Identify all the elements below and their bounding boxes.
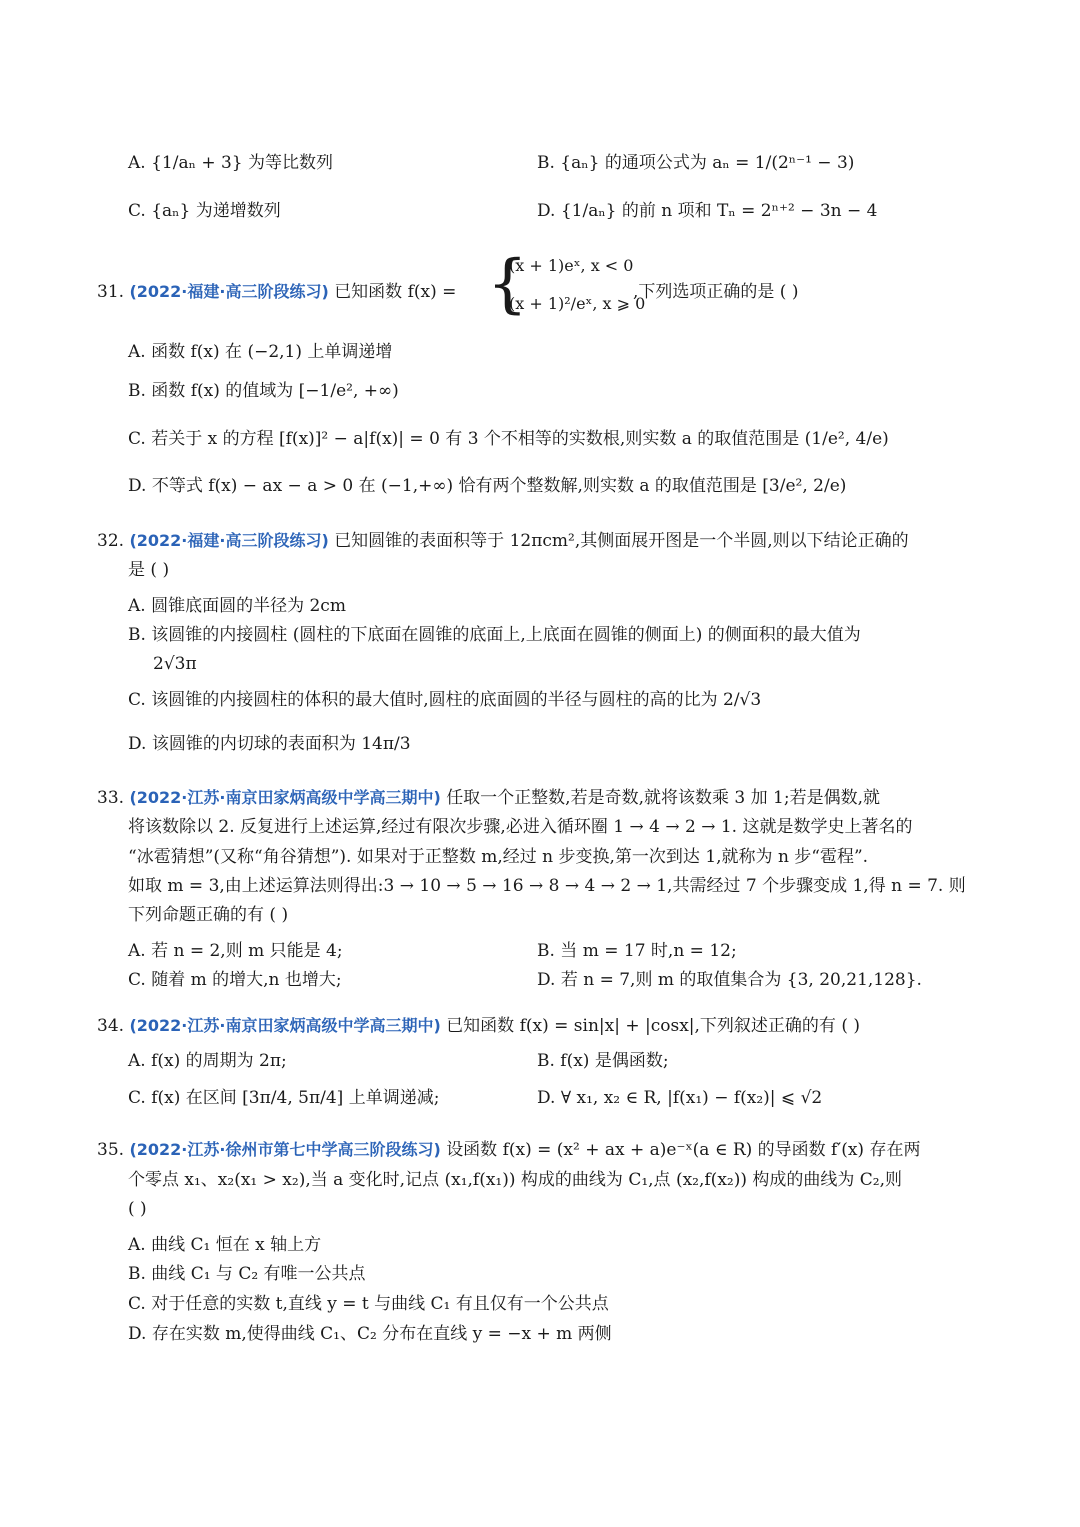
q34-stem: 已知函数 f(x) = sin|x| + |cosx|,下列叙述正确的有 ( ): [446, 1016, 860, 1036]
q32-stem-2: 是 ( ): [128, 560, 170, 580]
q35-stem-2: 个零点 x₁、x₂(x₁ > x₂),当 a 变化时,记点 (x₁,f(x₁)) 构成的曲线为 C₁,点 (x₂,f(x₂)) 构成的曲线为 C₂,则: [128, 1170, 903, 1190]
q35-option-b: B. 曲线 C₁ 与 C₂ 有唯一公共点: [128, 1264, 366, 1284]
q35-header: [97, 1137, 920, 1163]
q31-option-b: B. 函数 f(x) 的值域为 [−1/e², +∞): [128, 381, 399, 401]
q30-option-d: D. {1/aₙ} 的前 n 项和 Tₙ = 2ⁿ⁺² − 3n − 4: [537, 201, 878, 221]
q31-option-d: D. 不等式 f(x) − ax − a > 0 在 (−1,+∞) 恰有两个整数解,则实数 a 的取值范围是 [3/e², 2/e): [128, 476, 847, 496]
q35-option-a: A. 曲线 C₁ 恒在 x 轴上方: [128, 1235, 322, 1255]
q31-case-1: (x + 1)eˣ, x < 0: [509, 256, 634, 275]
q33-option-a: A. 若 n = 2,则 m 只能是 4;: [128, 941, 343, 961]
q32-number: 32.: [97, 531, 125, 551]
q32-option-b-line1: B. 该圆锥的内接圆柱 (圆柱的下底面在圆锥的底面上,上底面在圆锥的侧面上) 的侧面积的最大值为: [128, 625, 861, 645]
q35-stem-3: ( ): [128, 1199, 147, 1219]
q33-source: (2022·江苏·南京田家炳高级中学高三期中): [129, 788, 441, 807]
q31-stem-post: ,下列选项正确的是 ( ): [633, 282, 799, 302]
q34-source: (2022·江苏·南京田家炳高级中学高三期中): [129, 1016, 441, 1035]
q31-brace: {: [487, 247, 528, 321]
q33-stem-4: 如取 m = 3,由上述运算法则得出:3 → 10 → 5 → 16 → 8 → 4 → 2 → 1,共需经过 7 个步骤变成 1,得 n = 7. 则: [128, 876, 966, 896]
q33-option-b: B. 当 m = 17 时,n = 12;: [537, 941, 737, 961]
q30-option-c: C. {aₙ} 为递增数列: [128, 201, 281, 221]
q33-stem-5: 下列命题正确的有 ( ): [128, 905, 289, 925]
q31-stem-pre: 已知函数 f(x) =: [334, 282, 457, 302]
q30-option-a: A. {1/aₙ + 3} 为等比数列: [128, 153, 334, 173]
q34-number: 34.: [97, 1016, 125, 1036]
q32-option-c: C. 该圆锥的内接圆柱的体积的最大值时,圆柱的底面圆的半径与圆柱的高的比为 2/√3: [128, 690, 762, 710]
q31-source: (2022·福建·高三阶段练习): [129, 282, 329, 301]
q31-piecewise: [487, 247, 647, 326]
q35-option-c: C. 对于任意的实数 t,直线 y = t 与曲线 C₁ 有且仅有一个公共点: [128, 1294, 609, 1314]
q34-header: [97, 1013, 860, 1039]
q34-option-c: C. f(x) 在区间 [3π/4, 5π/4] 上单调递减;: [128, 1088, 440, 1108]
q32-source: (2022·福建·高三阶段练习): [129, 531, 329, 550]
q33-number: 33.: [97, 788, 125, 808]
q35-stem-1: 设函数 f(x) = (x² + ax + a)e⁻ˣ(a ∈ R) 的导函数 f′(x) 存在两: [446, 1140, 921, 1160]
q31-number: 31.: [97, 282, 125, 302]
q30-option-b: B. {aₙ} 的通项公式为 aₙ = 1/(2ⁿ⁻¹ − 3): [537, 153, 855, 173]
q35-option-d: D. 存在实数 m,使得曲线 C₁、C₂ 分布在直线 y = −x + m 两侧: [128, 1324, 612, 1344]
q32-header: [97, 528, 909, 554]
q35-number: 35.: [97, 1140, 125, 1160]
q35-source: (2022·江苏·徐州市第七中学高三阶段练习): [129, 1140, 441, 1159]
q32-stem-1: 已知圆锥的表面积等于 12πcm²,其侧面展开图是一个半圆,则以下结论正确的: [334, 531, 909, 551]
q33-stem-1: 任取一个正整数,若是奇数,就将该数乘 3 加 1;若是偶数,就: [446, 788, 880, 808]
q34-option-b: B. f(x) 是偶函数;: [537, 1051, 669, 1071]
q34-option-d: D. ∀ x₁, x₂ ∈ R, |f(x₁) − f(x₂)| ⩽ √2: [537, 1088, 823, 1108]
q33-stem-3: “冰雹猜想”(又称“角谷猜想”). 如果对于正整数 m,经过 n 步变换,第一次到达 1,就称为 n 步“雹程”.: [128, 847, 869, 867]
q33-header: [97, 785, 880, 811]
q34-option-a: A. f(x) 的周期为 2π;: [128, 1051, 287, 1071]
q33-stem-2: 将该数除以 2. 反复进行上述运算,经过有限次步骤,必进入循环圈 1 → 4 → 2 → 1. 这就是数学史上著名的: [128, 817, 913, 837]
q31-header: [97, 279, 456, 305]
q32-option-a: A. 圆锥底面圆的半径为 2cm: [128, 596, 346, 616]
q33-option-c: C. 随着 m 的增大,n 也增大;: [128, 970, 342, 990]
q31-option-c: C. 若关于 x 的方程 [f(x)]² − a|f(x)| = 0 有 3 个不相等的实数根,则实数 a 的取值范围是 (1/e², 4/e): [128, 429, 889, 449]
q31-case-2: (x + 1)²/eˣ, x ⩾ 0: [509, 294, 646, 313]
q32-option-d: D. 该圆锥的内切球的表面积为 14π/3: [128, 734, 411, 754]
q33-option-d: D. 若 n = 7,则 m 的取值集合为 {3, 20,21,128}.: [537, 970, 922, 990]
q32-option-b-line2: 2√3π: [153, 654, 197, 674]
q31-option-a: A. 函数 f(x) 在 (−2,1) 上单调递增: [128, 342, 393, 362]
